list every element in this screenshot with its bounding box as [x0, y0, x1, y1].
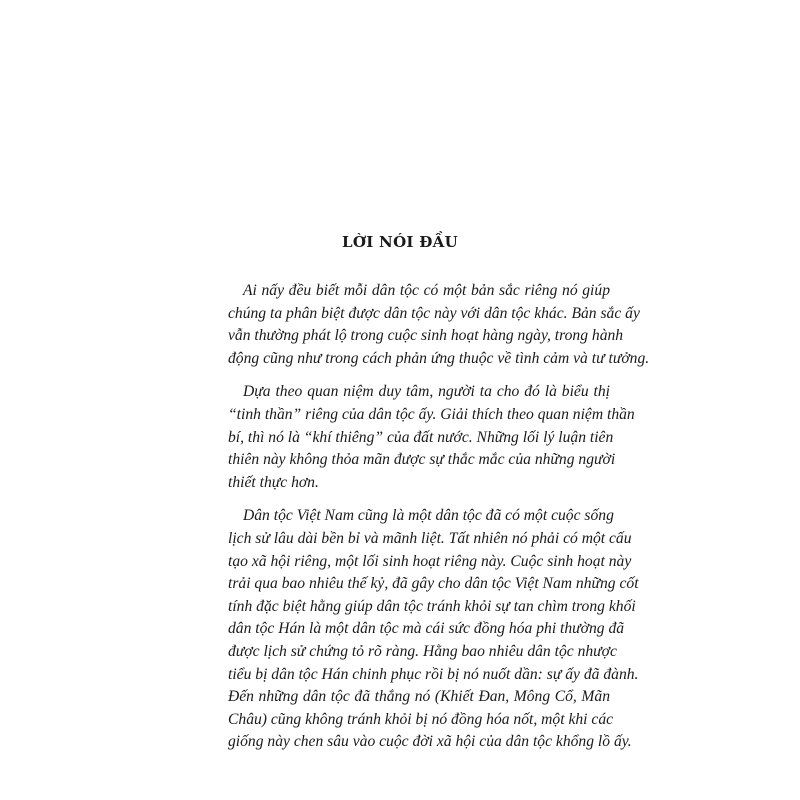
- text-line: Đến những dân tộc đã thắng nó (Khiết Đan, Mông Cổ, Mãn: [228, 688, 610, 706]
- text-line: lịch sử lâu dài bền bỉ và mãnh liệt. Tất nhiên nó phải có một cấu: [228, 529, 632, 547]
- text-line: Dân tộc Việt Nam cũng là một dân tộc đã có một cuộc sống: [243, 507, 614, 525]
- text-line: vẫn thường phát lộ trong cuộc sinh hoạt hàng ngày, trong hành: [228, 327, 624, 345]
- paragraph-3: [228, 505, 639, 754]
- text-line: tạo xã hội riêng, một lối sinh hoạt riêng này. Cuộc sinh hoạt này: [228, 552, 632, 570]
- page-title: LỜI NÓI ĐẦU: [342, 233, 458, 251]
- text-line: Dựa theo quan niệm duy tâm, người ta cho đó là biểu thị: [243, 383, 610, 401]
- text-line: tính đặc biệt hằng giúp dân tộc tránh khỏi sự tan chìm trong khối: [228, 597, 636, 615]
- text-line: thiên này không thỏa mãn được sự thắc mắc của những người: [228, 451, 616, 469]
- paragraph-1: [228, 280, 650, 370]
- text-line: thiết thực hơn.: [228, 473, 319, 491]
- paragraph-2: [228, 381, 635, 494]
- text-line: Ai nấy đều biết mỗi dân tộc có một bản sắc riêng nó giúp: [243, 282, 610, 299]
- text-line: giống này chen sâu vào cuộc đời xã hội của dân tộc khổng lồ ấy.: [228, 733, 632, 751]
- text-line: bí, thì nó là “khí thiêng” của đất nước. Những lối lý luận tiên: [228, 428, 614, 446]
- preface-body: [228, 280, 650, 765]
- text-line: động cũng như trong cách phản ứng thuộc về tình cảm và tư tưởng.: [228, 349, 650, 367]
- text-line: chúng ta phân biệt được dân tộc này với dân tộc khác. Bản sắc ấy: [228, 304, 640, 322]
- text-line: được lịch sử chứng tỏ rõ ràng. Hằng bao nhiêu dân tộc nhược: [228, 642, 617, 660]
- text-line: dân tộc Hán là một dân tộc mà cái sức đồng hóa phi thường đã: [228, 620, 625, 638]
- text-line: tiểu bị dân tộc Hán chinh phục rồi bị nó nuốt dần: sự ấy đã đành.: [228, 665, 639, 683]
- text-line: “tinh thần” riêng của dân tộc ấy. Giải thích theo quan niệm thần: [228, 405, 635, 423]
- text-line: Châu) cũng không tránh khỏi bị nó đồng hóa nốt, một khi các: [228, 710, 614, 728]
- text-line: trải qua bao nhiêu thế kỷ, đã gây cho dân tộc Việt Nam những cốt: [228, 575, 639, 593]
